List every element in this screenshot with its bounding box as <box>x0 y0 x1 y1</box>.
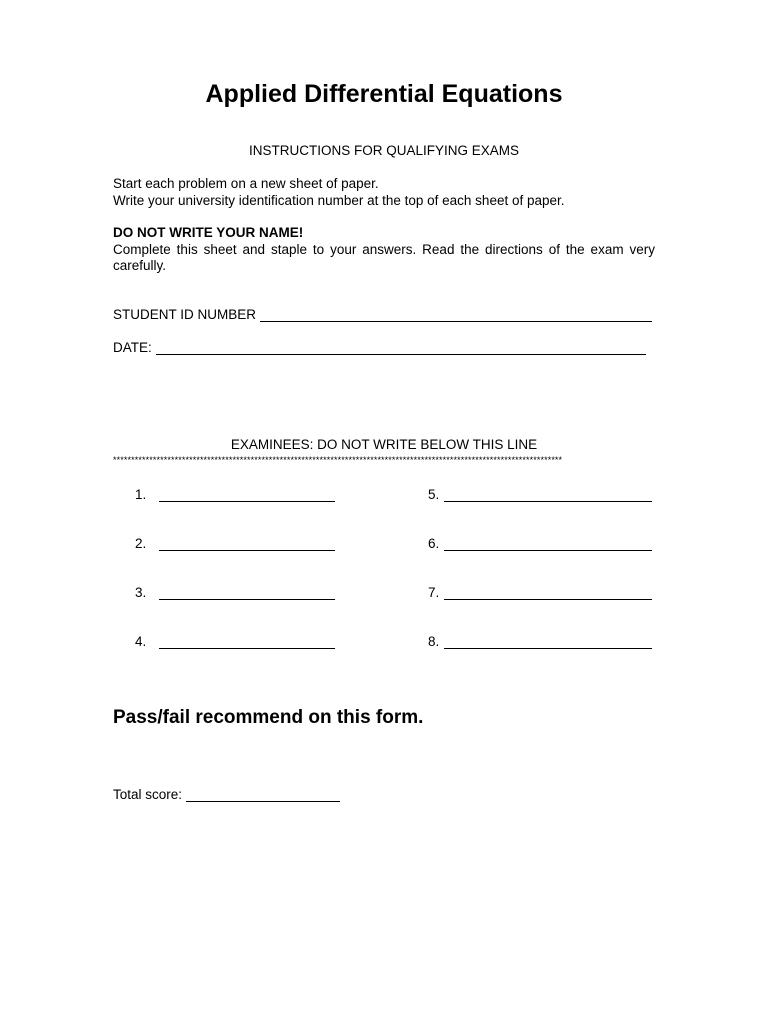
score-item-number: 6. <box>428 536 440 551</box>
score-item-number: 2. <box>135 536 147 551</box>
total-score-blank[interactable] <box>186 787 340 802</box>
score-item-4 <box>135 634 335 649</box>
warning-heading: DO NOT WRITE YOUR NAME! <box>113 225 304 240</box>
document-subtitle: INSTRUCTIONS FOR QUALIFYING EXAMS <box>248 143 520 158</box>
date-field <box>113 340 646 355</box>
score-item-blank[interactable] <box>159 634 335 649</box>
separator-line: **************************************************************************************************************************** <box>113 455 563 465</box>
score-item-5 <box>428 487 652 502</box>
date-label: DATE: <box>113 340 152 355</box>
score-item-6 <box>428 536 652 551</box>
instructions <box>113 176 655 209</box>
score-item-number: 7. <box>428 585 440 600</box>
score-item-blank[interactable] <box>444 536 652 551</box>
score-item-2 <box>135 536 335 551</box>
score-item-8 <box>428 634 652 649</box>
score-item-blank[interactable] <box>444 585 652 600</box>
student-id-field <box>113 307 652 322</box>
date-blank[interactable] <box>156 340 646 355</box>
document-title: Applied Differential Equations <box>205 80 563 108</box>
pass-fail-heading: Pass/fail recommend on this form. <box>113 707 424 728</box>
score-item-3 <box>135 585 335 600</box>
score-item-number: 8. <box>428 634 440 649</box>
instruction-line-1: Start each problem on a new sheet of paper. <box>113 176 379 191</box>
score-item-number: 4. <box>135 634 147 649</box>
score-item-number: 5. <box>428 487 440 502</box>
score-item-number: 3. <box>135 585 147 600</box>
score-item-blank[interactable] <box>159 585 335 600</box>
score-item-blank[interactable] <box>444 487 652 502</box>
student-id-label: STUDENT ID NUMBER <box>113 307 257 322</box>
score-item-blank[interactable] <box>159 536 335 551</box>
student-id-blank[interactable] <box>260 307 652 322</box>
total-score-field <box>113 787 340 802</box>
examinees-notice: EXAMINEES: DO NOT WRITE BELOW THIS LINE <box>230 437 538 452</box>
score-item-blank[interactable] <box>159 487 335 502</box>
total-score-label: Total score: <box>113 787 183 802</box>
score-item-blank[interactable] <box>444 634 652 649</box>
score-item-number: 1. <box>135 487 147 502</box>
warning-text: Complete this sheet and staple to your answers. Read the directions of the exam very carefully. <box>113 241 655 273</box>
score-item-1 <box>135 487 335 502</box>
score-item-7 <box>428 585 652 600</box>
warning-block <box>113 225 655 275</box>
instruction-line-2: Write your university identification number at the top of each sheet of paper. <box>113 192 565 208</box>
